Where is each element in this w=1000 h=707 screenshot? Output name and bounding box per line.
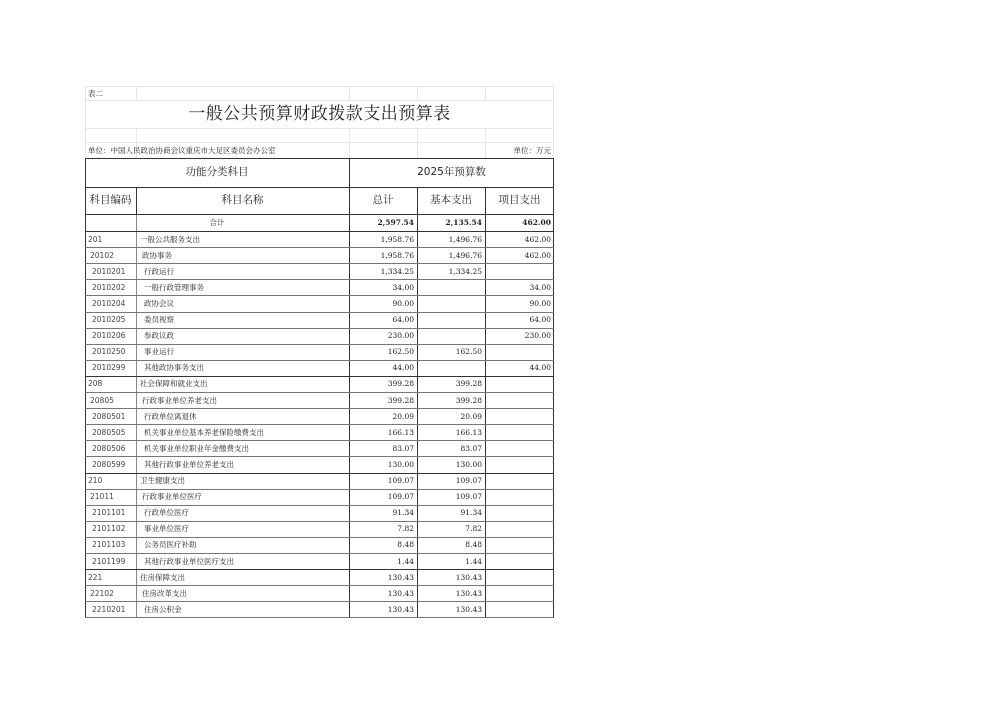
- row-code: 20805: [90, 396, 114, 405]
- gridline: [417, 86, 418, 101]
- row-name: 其他行政事业单位养老支出: [144, 460, 234, 469]
- row-total: 8.48: [397, 540, 414, 549]
- row-total: 399.28: [387, 379, 414, 388]
- row-border: [85, 360, 554, 361]
- row-name: 行政单位离退休: [144, 412, 197, 421]
- row-project: 44.00: [529, 363, 551, 372]
- unit-left-label: 单位：中国人民政治协商会议重庆市大足区委员会办公室: [88, 146, 276, 155]
- row-name: 社会保障和就业支出: [140, 379, 208, 388]
- row-border: [85, 569, 554, 570]
- row-name: 政协事务: [142, 251, 172, 260]
- row-total: 44.00: [392, 363, 414, 372]
- row-basic: 130.43: [455, 573, 482, 582]
- column-border: [553, 215, 554, 617]
- row-basic: 1,496.76: [448, 251, 482, 260]
- row-code: 2010250: [92, 347, 126, 356]
- row-total: 109.07: [387, 492, 414, 501]
- column-border: [85, 215, 86, 617]
- column-border: [136, 215, 137, 617]
- gridline: [85, 100, 554, 101]
- row-code: 210: [88, 476, 103, 485]
- row-name: 机关事业单位职业年金缴费支出: [144, 444, 249, 453]
- row-border: [85, 295, 554, 296]
- row-basic: 1,496.76: [448, 235, 482, 244]
- row-border: [85, 440, 554, 441]
- row-basic: 130.43: [455, 605, 482, 614]
- row-name: 机关事业单位基本养老保险缴费支出: [144, 428, 264, 437]
- row-code: 2010206: [92, 331, 126, 340]
- row-basic: 1,334.25: [448, 267, 482, 276]
- row-name: 住房保障支出: [140, 573, 185, 582]
- unit-right-label: 单位：万元: [513, 146, 551, 155]
- total-row-basic: 2,135.54: [445, 218, 482, 227]
- row-total: 83.07: [392, 444, 414, 453]
- row-basic: 109.07: [455, 492, 482, 501]
- gridline: [349, 128, 350, 158]
- header-functional: 功能分类科目: [185, 166, 249, 178]
- row-border: [85, 247, 554, 248]
- row-border: [85, 344, 554, 345]
- row-code: 20102: [90, 251, 114, 260]
- header-border-top: [85, 158, 554, 159]
- gridline: [85, 86, 554, 87]
- row-code: 2080506: [92, 444, 126, 453]
- row-code: 2101102: [92, 524, 126, 533]
- row-border: [85, 505, 554, 506]
- row-basic: 162.50: [455, 347, 482, 356]
- row-total: 91.34: [392, 508, 414, 517]
- row-project: 462.00: [524, 235, 551, 244]
- header-project: 项目支出: [498, 194, 541, 206]
- row-basic: 1.44: [465, 557, 482, 566]
- row-border: [85, 601, 554, 602]
- row-border: [85, 473, 554, 474]
- row-name: 行政事业单位医疗: [142, 492, 202, 501]
- gridline: [485, 86, 486, 101]
- row-name: 参政议政: [144, 331, 174, 340]
- row-name: 其他行政事业单位医疗支出: [144, 557, 234, 566]
- row-name: 行政运行: [144, 267, 174, 276]
- row-basic: 20.09: [460, 412, 482, 421]
- row-basic: 399.28: [455, 379, 482, 388]
- row-border: [85, 489, 554, 490]
- row-basic: 109.07: [455, 476, 482, 485]
- row-code: 2010205: [92, 315, 126, 324]
- row-basic: 8.48: [465, 540, 482, 549]
- gridline: [417, 128, 418, 158]
- sheet-title: 一般公共预算财政拨款支出预算表: [188, 104, 451, 124]
- row-name: 委员视察: [144, 315, 174, 324]
- row-border: [85, 263, 554, 264]
- row-code: 2010204: [92, 299, 126, 308]
- row-border: [85, 328, 554, 329]
- column-border: [485, 215, 486, 617]
- row-total: 7.82: [397, 524, 414, 533]
- gridline: [136, 86, 137, 101]
- row-code: 2010202: [92, 283, 126, 292]
- header-basic: 基本支出: [430, 194, 472, 206]
- total-row-project: 462.00: [522, 218, 551, 227]
- row-total: 130.43: [387, 573, 414, 582]
- row-name: 公务员医疗补助: [144, 540, 197, 549]
- row-code: 21011: [90, 492, 114, 501]
- row-border: [85, 537, 554, 538]
- row-total: 1,958.76: [380, 235, 414, 244]
- row-border: [85, 231, 554, 232]
- row-code: 208: [88, 379, 103, 388]
- gridline: [349, 86, 350, 101]
- total-row-label: 合计: [209, 218, 225, 227]
- row-total: 1,958.76: [380, 251, 414, 260]
- row-name: 住房公积金: [144, 605, 182, 614]
- gridline: [85, 142, 554, 143]
- header-budget: 2025年预算数: [417, 166, 486, 178]
- row-name: 其他政协事务支出: [144, 363, 204, 372]
- row-border: [85, 376, 554, 377]
- header-code: 科目编码: [89, 194, 132, 206]
- row-border: [85, 312, 554, 313]
- row-total: 130.00: [387, 460, 414, 469]
- row-code: 2010201: [92, 267, 126, 276]
- row-basic: 130.00: [455, 460, 482, 469]
- row-border: [85, 521, 554, 522]
- gridline: [485, 128, 486, 158]
- gridline: [85, 128, 554, 129]
- row-total: 1.44: [397, 557, 414, 566]
- row-total: 130.43: [387, 605, 414, 614]
- row-code: 2101103: [92, 540, 126, 549]
- row-code: 2080505: [92, 428, 126, 437]
- row-basic: 83.07: [460, 444, 482, 453]
- total-row-total: 2,597.54: [377, 218, 414, 227]
- row-project: 90.00: [529, 299, 551, 308]
- row-name: 行政单位医疗: [144, 508, 189, 517]
- row-border: [85, 408, 554, 409]
- sheet-label: 表二: [88, 89, 103, 98]
- row-total: 90.00: [392, 299, 414, 308]
- row-basic: 166.13: [455, 428, 482, 437]
- header-total: 总计: [372, 194, 394, 206]
- row-border: [85, 585, 554, 586]
- row-code: 2080599: [92, 460, 126, 469]
- row-code: 201: [88, 235, 103, 244]
- row-code: 2101101: [92, 508, 126, 517]
- row-name: 一般行政管理事务: [144, 283, 204, 292]
- row-total: 34.00: [392, 283, 414, 292]
- row-project: 462.00: [524, 251, 551, 260]
- row-code: 22102: [90, 589, 114, 598]
- row-name: 行政事业单位养老支出: [142, 396, 217, 405]
- row-name: 政协会议: [144, 299, 174, 308]
- row-border: [85, 617, 554, 618]
- header-border-mid: [85, 187, 554, 188]
- row-basic: 7.82: [465, 524, 482, 533]
- row-code: 2080501: [92, 412, 126, 421]
- row-basic: 399.28: [455, 396, 482, 405]
- row-code: 2210201: [92, 605, 126, 614]
- row-border: [85, 279, 554, 280]
- row-total: 64.00: [392, 315, 414, 324]
- row-total: 166.13: [387, 428, 414, 437]
- row-border: [85, 392, 554, 393]
- row-basic: 91.34: [460, 508, 482, 517]
- row-code: 2101199: [92, 557, 126, 566]
- row-total: 20.09: [392, 412, 414, 421]
- row-name: 住房改革支出: [142, 589, 187, 598]
- row-border: [85, 424, 554, 425]
- row-border: [85, 456, 554, 457]
- header-border-bottom: [85, 214, 554, 215]
- row-code: 221: [88, 573, 103, 582]
- row-basic: 130.43: [455, 589, 482, 598]
- row-total: 399.28: [387, 396, 414, 405]
- row-project: 230.00: [524, 331, 551, 340]
- row-total: 130.43: [387, 589, 414, 598]
- row-total: 162.50: [387, 347, 414, 356]
- row-code: 2010299: [92, 363, 126, 372]
- row-project: 34.00: [529, 283, 551, 292]
- row-total: 230.00: [387, 331, 414, 340]
- row-total: 1,334.25: [380, 267, 414, 276]
- row-name: 一般公共服务支出: [140, 235, 200, 244]
- header-name: 科目名称: [221, 194, 264, 206]
- row-border: [85, 553, 554, 554]
- row-name: 事业单位医疗: [144, 524, 189, 533]
- row-project: 64.00: [529, 315, 551, 324]
- row-name: 卫生健康支出: [140, 476, 185, 485]
- row-total: 109.07: [387, 476, 414, 485]
- row-name: 事业运行: [144, 347, 174, 356]
